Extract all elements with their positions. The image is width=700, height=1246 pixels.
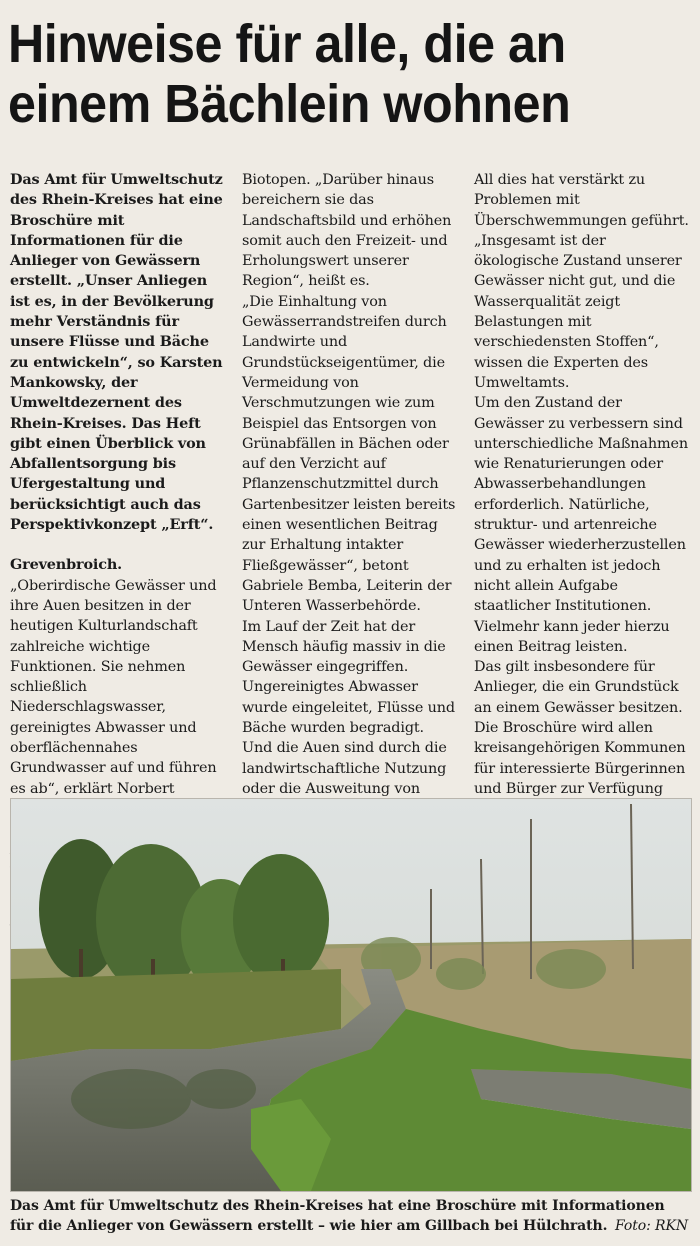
stream-photo xyxy=(10,798,692,1192)
headline-line-2: einem Bächlein wohnen xyxy=(8,74,571,134)
paragraph-text: Das gilt insbesondere für Anlieger, die ein Grundstück an einem Gewässer besitzen. Die Broschüre wird allen kreisangehörigen Kommunen für interessierte Bürgerinnen und Bürger zur Verfügung xyxy=(474,659,686,797)
stream-landscape-illustration xyxy=(11,799,691,1191)
article-paragraph: All dies hat verstärkt zu Problemen mit Überschwemmungen geführt. xyxy=(474,172,689,229)
article-paragraph: Im Lauf der Zeit hat der Mensch häufig massiv in die Gewässer eingegriffen. Ungereinigtes Abwasser wurde eingeleitet, Flüsse und Bäche wurden begradigt. Und die Auen sind durch die landwirtschaftliche Nutzung oder die Ausweitung von xyxy=(242,618,455,797)
article-paragraph xyxy=(10,555,224,839)
article-paragraph: Um den Zustand der Gewässer zu verbessern sind unterschiedliche Maßnahmen wie Renaturierungen oder Abwasserbehandlungen erforderlich. Natürliche, struktur- und artenreiche Gewässer wiederherzustellen und zu erhalten ist jedoch nicht allein Aufgabe staatlicher Institutionen. Vielmehr kann jeder hierzu einen Beitrag leisten. xyxy=(474,395,688,655)
photo-caption xyxy=(10,1196,690,1236)
article-paragraph: „Insgesamt ist der ökologische Zustand unserer Gewässer nicht gut, und die Wasserqualität zeigt Belastungen mit verschiedensten Stoffen“, wissen die Experten des Umweltamts. xyxy=(474,232,682,391)
article-lead: Das Amt für Umweltschutz des Rhein-Kreises hat eine Broschüre mit Informationen für die Anlieger von Gewässern erstellt. „Unser Anliegen ist es, in der Bevölkerung mehr Verständnis für unsere Flüsse und Bäche zu entwickeln“, so Karsten Mankowsky, der Umweltdezernent des Rhein-Kreises. Das Heft gibt einen Überblick von Abfallentsorgung bis Ufergestaltung und berücksichtigt auch das Perspektivkonzept „Erft“. xyxy=(10,171,223,534)
article-paragraph: „Die Einhaltung von Gewässerrandstreifen durch Landwirte und Grundstückseigentümer, die Vermeidung von Verschmutzungen wie zum Beispiel das Entsorgen von Grünabfällen in Bächen oder auf den Verzicht auf Pflanzenschutzmittel durch Gartenbesitzer leisten bereits einen wesentlichen Beitrag zur Erhaltung intakter Fließgewässer“, betont Gabriele Bemba, Leiterin der Unteren Wasserbehörde. xyxy=(242,293,456,615)
headline xyxy=(8,14,644,134)
column-3 xyxy=(474,170,692,860)
article-paragraph: Biotopen. „Darüber hinaus bereichern sie das Landschaftsbild und erhöhen somit auch den Freizeit- und Erholungswert unserer Region“, heißt es. xyxy=(242,172,452,290)
photo-credit: Foto: RKN xyxy=(615,1218,688,1234)
column-2 xyxy=(242,170,456,840)
dateline: Grevenbroich. xyxy=(10,556,123,574)
headline-line-1: Hinweise für alle, die an xyxy=(8,14,566,74)
caption-text: Das Amt für Umweltschutz des Rhein-Kreises hat eine Broschüre mit Informationen für die Anlieger von Gewässern erstellt – wie hier am Gillbach bei Hülchrath. xyxy=(10,1198,665,1234)
paragraph-text: „Oberirdische Gewässer und ihre Auen besitzen in der heutigen Kulturlandschaft zahlreiche wichtige Funktionen. Sie nehmen schließlich Niederschlagswasser, gereinigtes Abwasser und oberflächennahes Grundwasser auf und führen es ab“, erklärt Norbert xyxy=(10,577,217,797)
